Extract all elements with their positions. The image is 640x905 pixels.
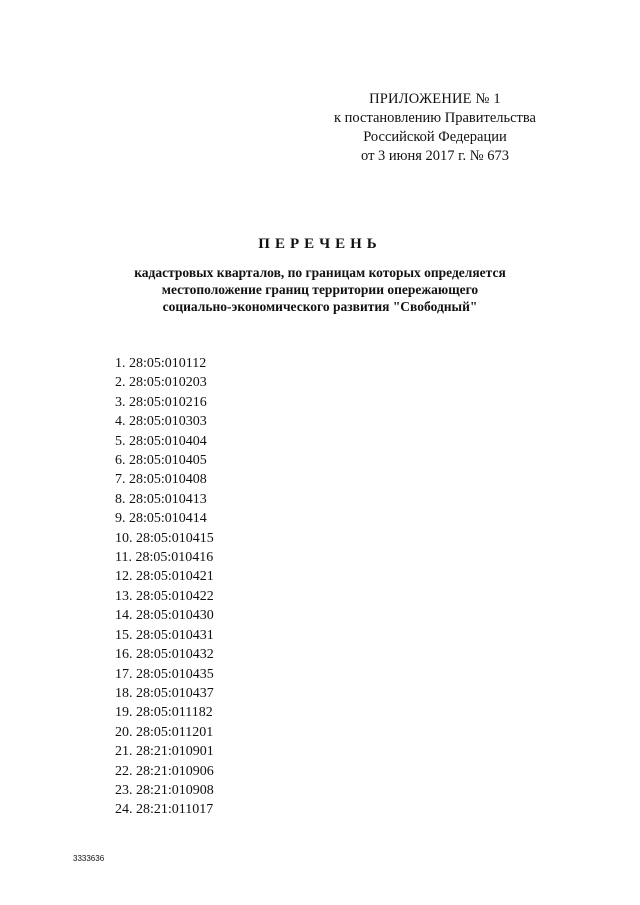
list-item: 9. 28:05:010414 xyxy=(115,511,207,527)
list-item: 7. 28:05:010408 xyxy=(115,472,207,488)
cadastral-quarter-list xyxy=(115,354,214,820)
list-item: 12. 28:05:010421 xyxy=(115,569,214,585)
list-item: 22. 28:21:010906 xyxy=(115,763,214,779)
list-item: 17. 28:05:010435 xyxy=(115,666,214,682)
appendix-decree-line: к постановлению Правительства xyxy=(334,110,536,126)
list-item: 23. 28:21:010908 xyxy=(115,782,214,798)
list-item: 13. 28:05:010422 xyxy=(115,588,214,604)
list-item: 21. 28:21:010901 xyxy=(115,744,214,760)
appendix-block xyxy=(300,90,570,166)
list-item: 19. 28:05:011182 xyxy=(115,705,213,721)
list-item: 20. 28:05:011201 xyxy=(115,724,214,740)
footer-document-code: 3333636 xyxy=(73,854,105,863)
list-item: 2. 28:05:010203 xyxy=(115,375,207,391)
subheading-line-3: социально-экономического развития "Свободный" xyxy=(162,299,478,314)
list-item: 4. 28:05:010303 xyxy=(115,414,207,430)
subheading-line-2: местоположение границ территории опережающего xyxy=(161,282,479,297)
list-item: 18. 28:05:010437 xyxy=(115,685,214,701)
list-item: 1. 28:05:010112 xyxy=(115,356,207,371)
list-item: 24. 28:21:011017 xyxy=(115,802,214,818)
document-subheading xyxy=(60,264,580,315)
list-item: 5. 28:05:010404 xyxy=(115,433,207,449)
list-item: 15. 28:05:010431 xyxy=(115,627,214,643)
list-item: 6. 28:05:010405 xyxy=(115,453,207,469)
document-heading: ПЕРЕЧЕНЬ xyxy=(258,236,382,252)
list-item: 11. 28:05:010416 xyxy=(115,550,214,566)
subheading-line-1: кадастровых кварталов, по границам которых определяется xyxy=(134,265,506,280)
list-item: 10. 28:05:010415 xyxy=(115,530,214,546)
list-item: 8. 28:05:010413 xyxy=(115,491,207,507)
appendix-government-line: Российской Федерации xyxy=(363,129,507,145)
list-item: 16. 28:05:010432 xyxy=(115,647,214,663)
appendix-date-number-line: от 3 июня 2017 г. № 673 xyxy=(361,148,509,164)
appendix-title: ПРИЛОЖЕНИЕ № 1 xyxy=(369,91,501,107)
list-item: 14. 28:05:010430 xyxy=(115,608,214,624)
list-item: 3. 28:05:010216 xyxy=(115,394,207,410)
